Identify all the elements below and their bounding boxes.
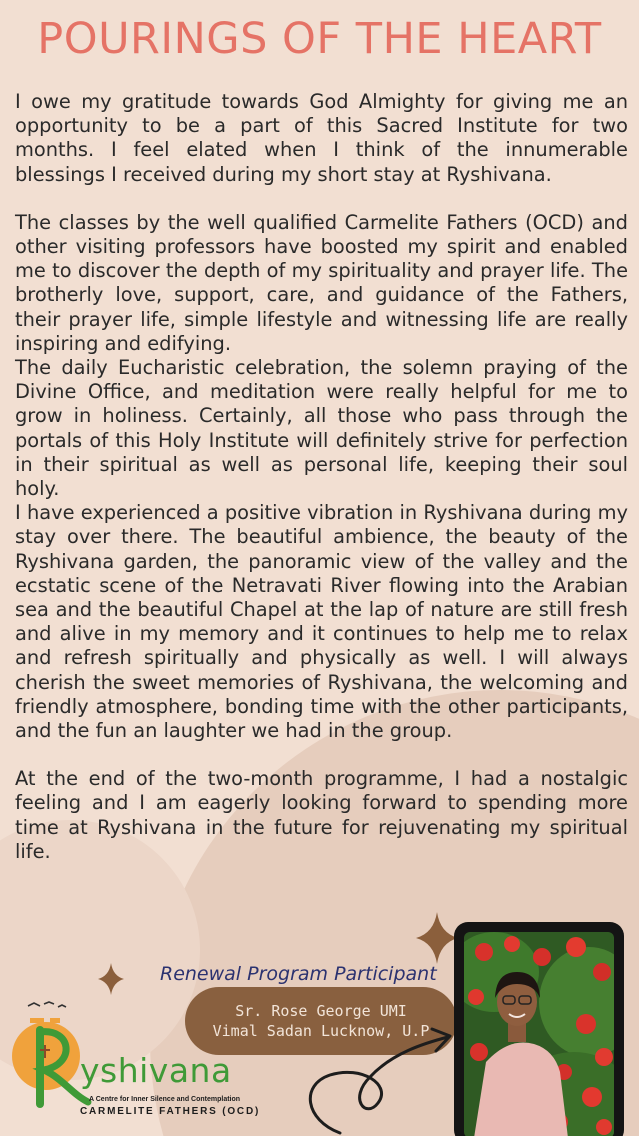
participant-photo	[464, 932, 614, 1136]
sparkle-icon	[416, 912, 458, 964]
logo-tagline: A Centre for Inner Silence and Contemplation	[89, 1096, 241, 1103]
birds-icon	[28, 1002, 66, 1007]
logo-wordmark: yshivana	[80, 1051, 232, 1090]
paragraph-gratitude: I owe my gratitude towards God Almighty for giving me an opportunity to be a part of this Sacred Institute for two months. I feel elated when I think of the innumerable blessings I received during my short stay at Ryshivana.	[15, 90, 628, 186]
page-title: POURINGS OF THE HEART	[37, 14, 602, 64]
author-name: Sr. Rose George UMI	[235, 1002, 407, 1020]
logo-subtitle: CARMELITE FATHERS (OCD)	[80, 1106, 261, 1117]
participant-role: Renewal Program Participant	[160, 963, 437, 985]
paragraph-conclusion: At the end of the two-month programme, I had a nostalgic feeling and I am eagerly looking forward to spending more time at Ryshivana in the future for rejuvenating my spiritual life.	[15, 767, 628, 863]
paragraph-eucharist: The daily Eucharistic celebration, the solemn praying of the Divine Office, and meditation were really helpful for me to grow in holiness. Certainly, all those who pass through the portals of this Holy Institute will definitely strive for perfection in their spiritual as well as personal life, keeping their soul holy.	[15, 356, 628, 501]
testimonial-body	[15, 90, 628, 864]
curved-arrow-icon	[300, 1015, 460, 1136]
author-affiliation: Vimal Sadan Lucknow, U.P	[212, 1022, 430, 1040]
paragraph-experience: I have experienced a positive vibration in Ryshivana during my stay over there. The beautiful ambience, the beauty of the Ryshivana garden, the panoramic view of the valley and the ecstatic scene of the Netravati River flowing into the Arabian sea and the beautiful Chapel at the lap of nature are still fresh and alive in my memory and it continues to help me to relax and refresh spiritually and physically as well. I will always cherish the sweet memories of Ryshivana, the welcoming and friendly atmosphere, bonding time with the other participants, and the fun an laughter we had in the group.	[15, 501, 628, 743]
sparkle-icon	[98, 963, 124, 995]
paragraph-classes: The classes by the well qualified Carmelite Fathers (OCD) and other visiting professors have boosted my spirit and enabled me to discover the depth of my spirituality and prayer life. The brotherly love, support, care, and guidance of the Fathers, their prayer life, simple lifestyle and witnessing life are really inspiring and edifying.	[15, 210, 628, 355]
tablet-frame	[454, 922, 624, 1136]
